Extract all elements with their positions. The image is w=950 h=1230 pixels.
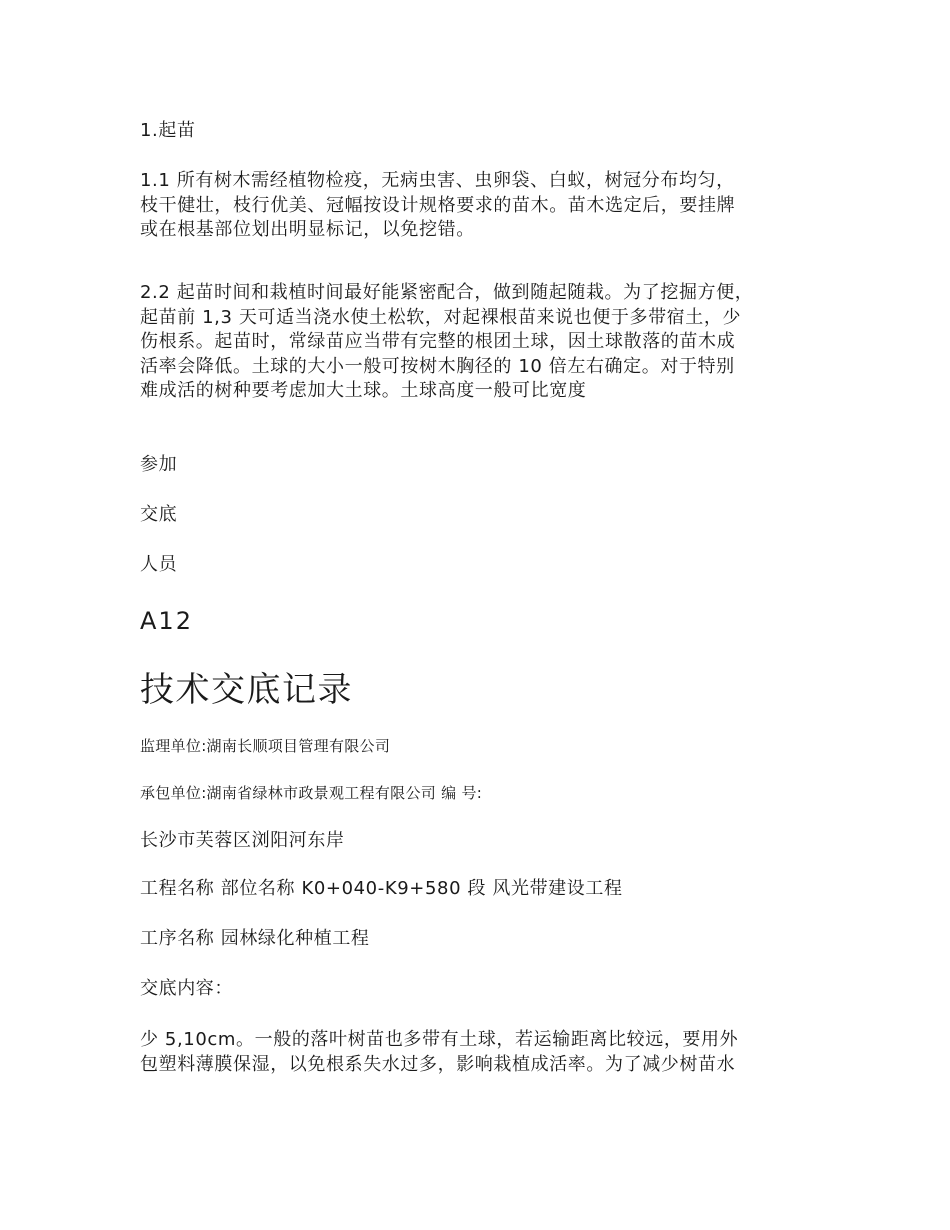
paragraph-line: 或在根基部位划出明显标记，以免挖错。	[140, 219, 475, 240]
paragraph-line: 难成活的树种要考虑加大土球。土球高度一般可比宽度	[140, 380, 587, 401]
label-canjia: 参加	[140, 454, 178, 475]
supervisor-unit: 监理单位:湖南长顺项目管理有限公司	[140, 737, 391, 755]
paragraph-line: 起苗前 1,3 天可适当浇水使土松软，对起裸根苗来说也便于多带宿土，少	[140, 306, 742, 328]
paragraph-line: 1.1 所有树木需经植物检疫，无病虫害、虫卵袋、白蚁，树冠分布均匀，	[140, 170, 735, 191]
paragraph-1-1	[140, 169, 830, 243]
label-jiaodi: 交底	[140, 504, 178, 525]
process-name-line: 工序名称 园林绿化种植工程	[140, 928, 370, 949]
paragraph-line: 包塑料薄膜保湿，以免根系失水过多，影响栽植成活率。为了减少树苗水	[140, 1053, 736, 1075]
paragraph-line: 伤根系。起苗时，常绿苗应当带有完整的根团土球，因土球散落的苗木成	[140, 331, 736, 352]
project-name-line: 工程名称 部位名称 K0+040-K9+580 段 风光带建设工程	[140, 878, 623, 899]
content-label: 交底内容：	[140, 978, 233, 999]
paragraph-line: 枝干健壮，枝行优美、冠幅按设计规格要求的苗木。苗木选定后，要挂牌	[140, 194, 736, 216]
contractor-unit: 承包单位:湖南省绿林市政景观工程有限公司 编 号:	[140, 784, 483, 802]
project-location: 长沙市芙蓉区浏阳河东岸	[140, 830, 345, 851]
form-title: 技术交底记录	[140, 670, 353, 710]
form-code: A12	[140, 607, 193, 635]
paragraph-line: 活率会降低。土球的大小一般可按树木胸径的 10 倍左右确定。对于特别	[140, 355, 735, 377]
paragraph-line: 2.2 起苗时间和栽植时间最好能紧密配合，做到随起随栽。为了挖掘方便，	[140, 282, 754, 303]
label-renyuan: 人员	[140, 554, 178, 575]
paragraph-line: 少 5,10cm。一般的落叶树苗也多带有土球，若运输距离比较远，要用外	[140, 1029, 739, 1050]
paragraph-continued	[140, 1028, 830, 1077]
paragraph-2-2	[140, 281, 830, 404]
section-heading: 1.起苗	[140, 120, 196, 141]
